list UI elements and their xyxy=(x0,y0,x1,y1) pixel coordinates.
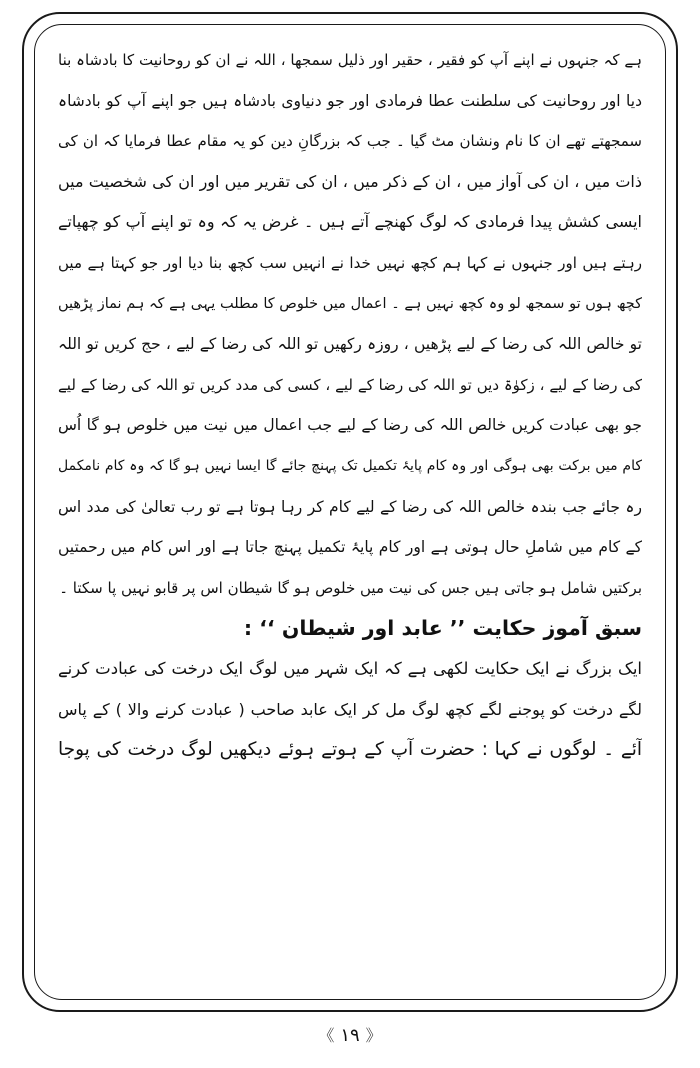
page-number-footer xyxy=(0,1022,700,1050)
ornament-left-icon: 《 xyxy=(318,1026,335,1045)
text-line: برکتیں شامل ہو جاتی ہیں جس کی نیت میں خلوص ہو گا شیطان اس پر قابو نہیں پا سکتا ۔ xyxy=(59,578,642,597)
text-line: تو خالص اللہ کی رضا کے لیے پڑھیں ، روزہ رکھیں تو اللہ کی رضا کے لیے ، حج کریں تو اللہ xyxy=(58,335,642,354)
text-line: کی رضا کے لیے ، زکوٰۃ دیں تو اللہ کی رضا کے لیے ، کسی کی مدد کریں تو اللہ کی رضا کے لیے xyxy=(58,375,642,394)
text-line: ذات میں ، ان کی آواز میں ، ان کے ذکر میں ، ان کی تقریر میں اور ان کی شخصیت میں xyxy=(58,171,642,191)
page-number: ۱۹ xyxy=(340,1025,360,1046)
text-line: کام میں برکت بھی ہوگی اور وہ کام پایۂ تکمیل تک پہنچ جائے گا ایسا نہیں ہو گا کہ وہ کام نامکمل xyxy=(58,457,642,474)
text-line: رہ جائے جب بندہ خالص اللہ کی رضا کے لیے کام کر رہا ہوتا ہے تو رب تعالیٰ کی مدد اس xyxy=(58,497,642,516)
text-line: سمجھتے تھے ان کا نام ونشان مٹ گیا ۔ جب کہ بزرگانِ دین کو یہ مقام عطا فرمایا کہ ان کی xyxy=(58,132,642,151)
text-line: آئے ۔ لوگوں نے کہا : حضرت آپ کے ہوتے ہوئے دیکھیں لوگ درخت کی پوجا xyxy=(58,739,642,761)
text-line: جو بھی عبادت کریں خالص اللہ کی رضا کے لیے جب اعمال میں نیت میں خلوص ہو گا اُس xyxy=(58,416,642,435)
page-body xyxy=(58,40,642,771)
text-line: رہتے ہیں اور جنہوں نے کہا ہم کچھ نہیں خدا نے انہیں سب کچھ بنا دیا اور جو کہتا ہے میں xyxy=(58,253,642,272)
text-line: لگے درخت کو پوجنے لگے کچھ لوگ مل کر ایک عابد صاحب ( عبادت کرنے والا ) کے پاس xyxy=(58,699,642,719)
text-line: ہے کہ جنہوں نے اپنے آپ کو فقیر ، حقیر اور ذلیل سمجھا ، اللہ نے ان کو روحانیت کا بادشاہ بنا xyxy=(58,51,642,69)
text-line: کچھ ہوں تو سمجھ لو وہ کچھ نہیں ہے ۔ اعمال میں خلوص کا مطلب یہی ہے کہ ہم نماز پڑھیں xyxy=(58,295,642,312)
text-line: ایسی کشش پیدا فرمادی کہ لوگ کھنچے آتے ہیں ۔ غرض یہ کہ وہ تو اپنے آپ کو چھپاتے xyxy=(58,212,642,232)
section-heading: سبق آموز حکایت ’’ عابد اور شیطان ‘‘ : xyxy=(243,616,642,641)
ornament-right-icon: 》 xyxy=(365,1026,382,1045)
text-line: دیا اور روحانیت کی سلطنت عطا فرمادی اور جو دنیاوی بادشاہ ہیں جو اپنے آپ کو بادشاہ xyxy=(58,91,642,110)
text-line: کے کام میں شاملِ حال ہوتی ہے اور کام پایۂ تکمیل پہنچ جاتا ہے اور اس کام میں رحمتیں xyxy=(58,538,642,557)
text-line: ایک بزرگ نے ایک حکایت لکھی ہے کہ ایک شہر میں لوگ ایک درخت کی عبادت کرنے xyxy=(58,658,642,678)
